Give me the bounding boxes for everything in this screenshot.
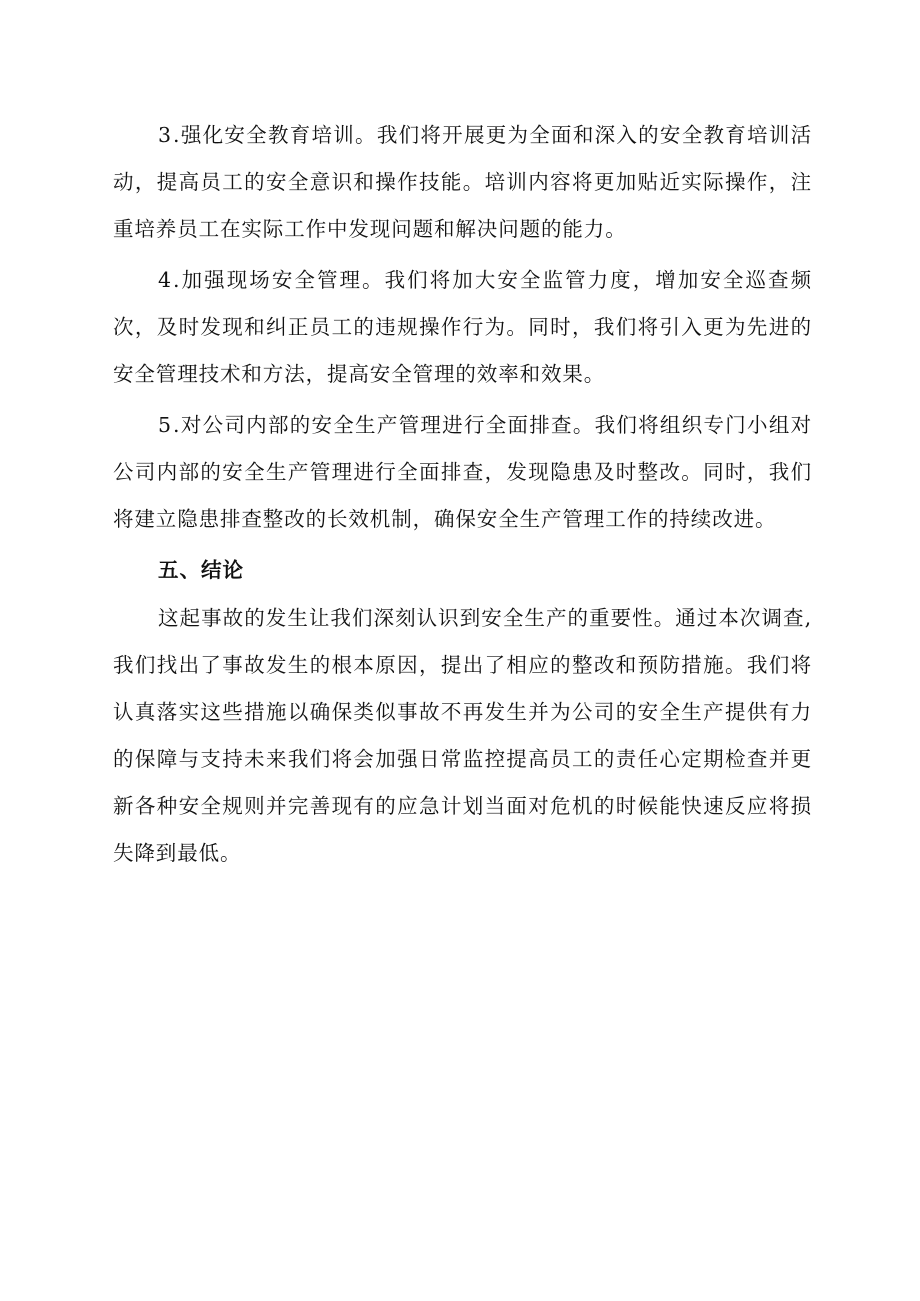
conclusion-paragraph: 这起事故的发生让我们深刻认识到安全生产的重要性。通过本次调查,我们找出了事故发生的根本原因，提出了相应的整改和预防措施。我们将认真落实这些措施以确保类似事故不再发生并为公司的安全生产提供有力的保障与支持未来我们将会加强日常监控提高员工的责任心定期检查并更新各种安全规则并完善现有的应急计划当面对危机的时候能快速反应将损失降到最低。 — [113, 606, 812, 865]
measure-item-5 — [113, 402, 812, 543]
item-number: 4 — [158, 268, 172, 292]
item-text: .加强现场安全管理。我们将加大安全监管力度，增加安全巡查频次，及时发现和纠正员工的违规操作行为。同时，我们将引入更为先进的安全管理技术和方法，提高安全管理的效率和效果。 — [113, 268, 812, 386]
item-number: 5 — [158, 413, 172, 437]
document-body — [113, 112, 812, 877]
item-text: .对公司内部的安全生产管理进行全面排查。我们将组织专门小组对公司内部的安全生产管理进行全面排查，发现隐患及时整改。同时，我们将建立隐患排查整改的长效机制，确保安全生产管理工作的持续改进。 — [113, 413, 812, 531]
item-text: .强化安全教育培训。我们将开展更为全面和深入的安全教育培训活动，提高员工的安全意识和操作技能。培训内容将更加贴近实际操作，注重培养员工在实际工作中发现问题和解决问题的能力。 — [113, 123, 812, 241]
section-heading-conclusion: 五、结论 — [158, 558, 244, 582]
measure-item-4 — [113, 257, 812, 398]
item-number: 3 — [158, 123, 172, 147]
measure-item-3 — [113, 112, 812, 253]
